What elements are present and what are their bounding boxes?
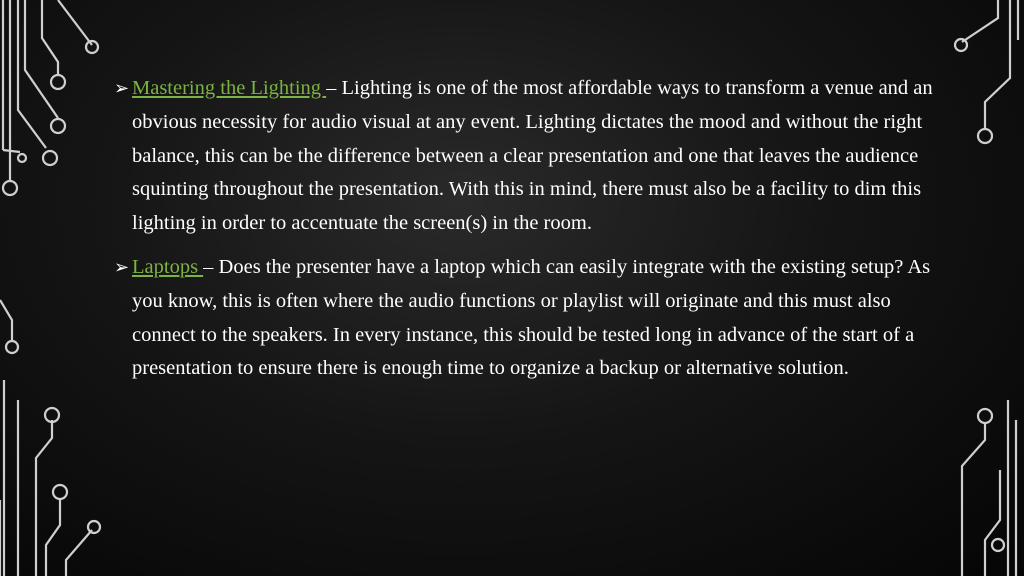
arrow-bullet-icon: ➢ <box>114 256 130 277</box>
arrow-bullet-icon: ➢ <box>114 78 130 98</box>
bullet-item-laptops <box>114 251 934 386</box>
bullet-item-lighting <box>114 72 934 241</box>
slide-content <box>114 72 934 396</box>
bullet-text: – Does the presenter have a laptop which can easily integrate with the existing setup? As you know, this is often where the audio functions or playlist will originate and this must also connect to the speakers. In every instance, this should be tested long in advance of the start of a presentation to ensure there is enough time to organize a backup or alternative solution. <box>132 255 931 380</box>
laptops-link[interactable]: Laptops <box>132 255 204 278</box>
bullet-text: – Lighting is one of the most affordable ways to transform a venue and an obvious necessity for audio visual at any event. Lighting dictates the mood and without the right balance, this can be the difference between a clear presentation and one that leaves the audience squinting throughout the presentation. With this in mind, there must also be a facility to dim this lighting in order to accentuate the screen(s) in the room. <box>132 77 933 235</box>
lighting-link[interactable]: Mastering the Lighting <box>132 77 327 99</box>
